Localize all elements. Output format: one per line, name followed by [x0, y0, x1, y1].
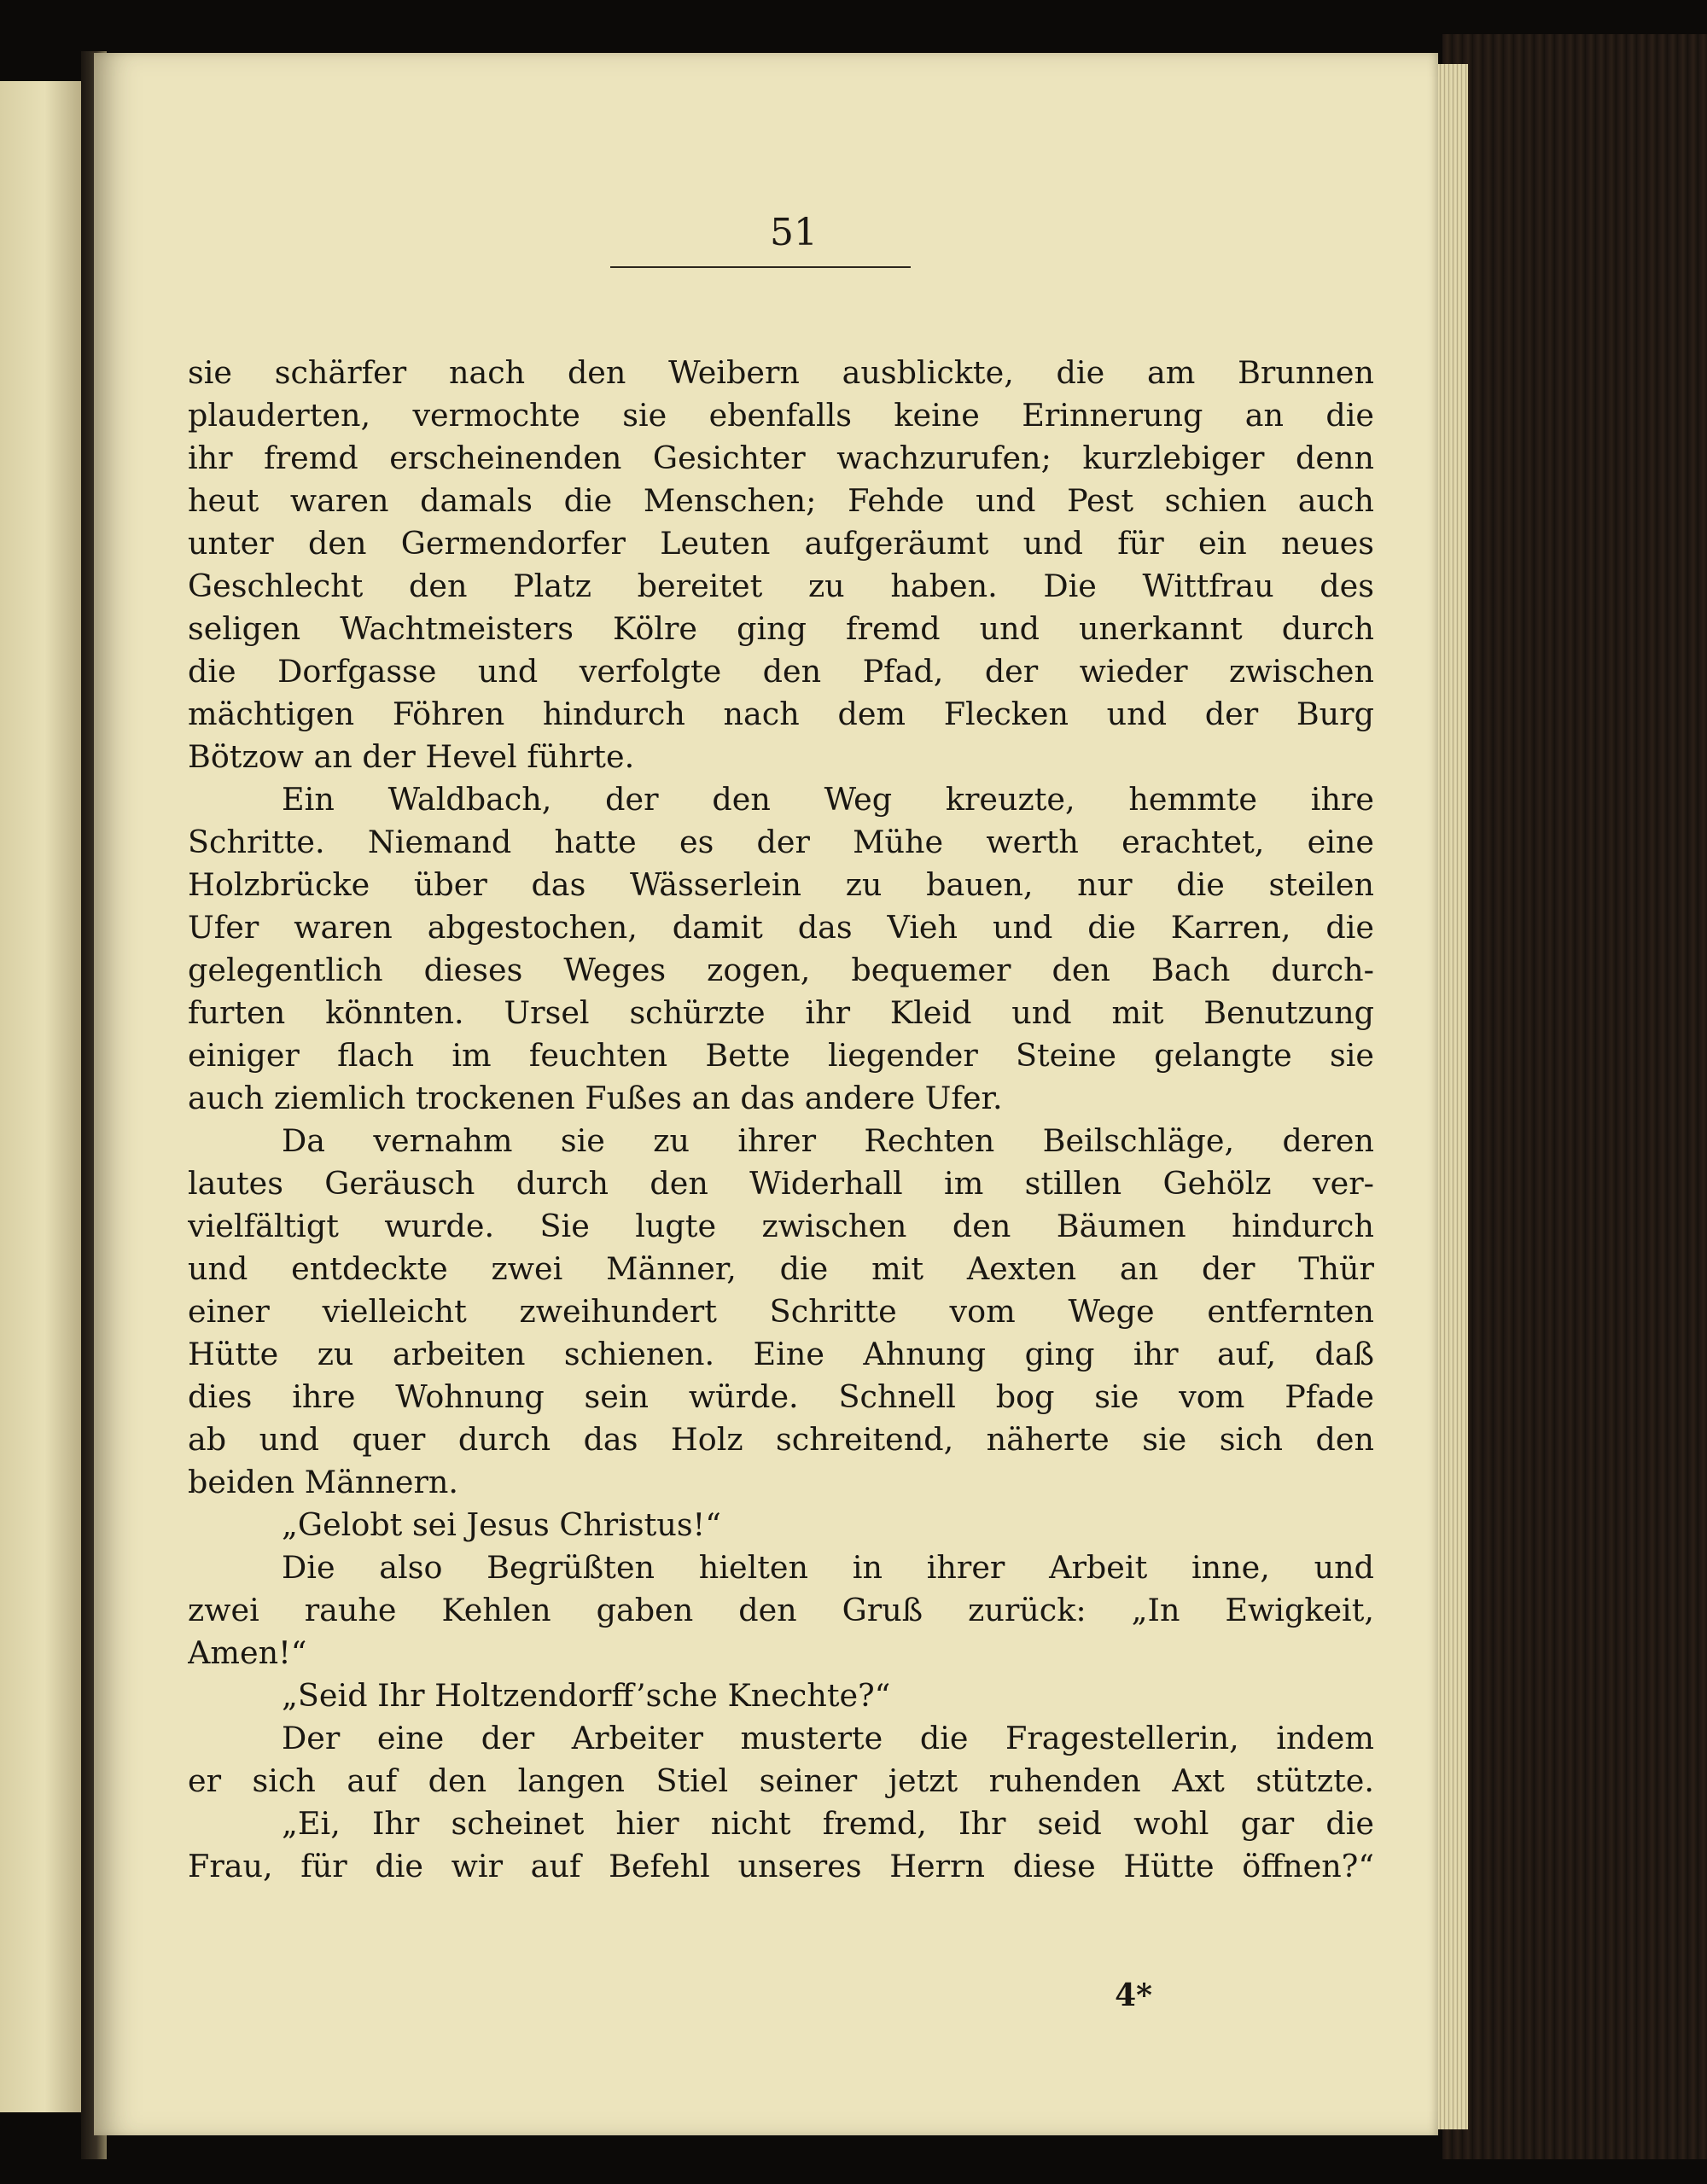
text-line: Frau, für die wir auf Befehl unseres Herrn diese Hütte öffnen?“	[188, 1848, 1374, 1884]
text-line: „Ei, Ihr scheinet hier nicht fremd, Ihr seid wohl gar die	[282, 1805, 1374, 1842]
text-line: Geschlecht den Platz bereitet zu haben. Die Wittfrau des	[188, 568, 1374, 604]
text-line: Hütte zu arbeiten schienen. Eine Ahnung ging ihr auf, daß	[188, 1336, 1374, 1372]
text-line: „Seid Ihr Holtzendorff’sche Knechte?“	[282, 1677, 891, 1714]
text-line: dies ihre Wohnung sein würde. Schnell bog sie vom Pfade	[188, 1378, 1374, 1415]
text-line: auch ziemlich trockenen Fußes an das andere Ufer.	[188, 1080, 1003, 1116]
text-line: ab und quer durch das Holz schreitend, näherte sie sich den	[188, 1421, 1374, 1458]
text-line: sie schärfer nach den Weibern ausblickte, die am Brunnen	[188, 354, 1374, 391]
text-line: Ufer waren abgestochen, damit das Vieh und die Karren, die	[188, 909, 1374, 946]
page-number: 51	[770, 211, 818, 254]
text-line: heut waren damals die Menschen; Fehde und Pest schien auch	[188, 482, 1374, 519]
text-line: beiden Männern.	[188, 1464, 459, 1500]
book-cover-edge	[1442, 34, 1707, 2159]
text-line: er sich auf den langen Stiel seiner jetzt ruhenden Axt stützte.	[188, 1762, 1374, 1799]
text-line: Schritte. Niemand hatte es der Mühe werth erachtet, eine	[188, 824, 1374, 860]
text-line: die Dorfgasse und verfolgte den Pfad, der wieder zwischen	[188, 653, 1374, 690]
header-rule	[610, 266, 911, 268]
text-line: furten könnten. Ursel schürzte ihr Kleid und mit Benutzung	[188, 994, 1374, 1031]
book-page	[94, 53, 1438, 2135]
printer-signature-mark: 4*	[1115, 1977, 1152, 2013]
text-line: zwei rauhe Kehlen gaben den Gruß zurück: „In Ewigkeit,	[188, 1592, 1374, 1628]
text-line: Bötzow an der Hevel führte.	[188, 738, 635, 775]
text-line: Da vernahm sie zu ihrer Rechten Beilschläge, deren	[282, 1122, 1374, 1159]
text-line: Die also Begrüßten hielten in ihrer Arbeit inne, und	[282, 1549, 1374, 1586]
text-line: einiger flach im feuchten Bette liegender Steine gelangte sie	[188, 1037, 1374, 1074]
text-line: gelegentlich dieses Weges zogen, bequemer den Bach durch-	[188, 952, 1374, 988]
text-line: „Gelobt sei Jesus Christus!“	[282, 1506, 721, 1543]
text-line: und entdeckte zwei Männer, die mit Aexten an der Thür	[188, 1250, 1374, 1287]
text-line: lautes Geräusch durch den Widerhall im stillen Gehölz ver-	[188, 1165, 1374, 1202]
text-line: vielfältigt wurde. Sie lugte zwischen den Bäumen hindurch	[188, 1208, 1374, 1244]
text-line: Amen!“	[188, 1634, 307, 1671]
text-line: mächtigen Föhren hindurch nach dem Flecken und der Burg	[188, 696, 1374, 732]
text-line: einer vielleicht zweihundert Schritte vom Wege entfernten	[188, 1293, 1374, 1330]
body-text	[188, 352, 1374, 1888]
text-line: plauderten, vermochte sie ebenfalls keine Erinnerung an die	[188, 397, 1374, 434]
text-line: Der eine der Arbeiter musterte die Fragestellerin, indem	[282, 1720, 1374, 1756]
text-line: Holzbrücke über das Wässerlein zu bauen, nur die steilen	[188, 866, 1374, 903]
text-line: Ein Waldbach, der den Weg kreuzte, hemmte ihre	[282, 781, 1374, 818]
text-line: seligen Wachtmeisters Kölre ging fremd und unerkannt durch	[188, 610, 1374, 647]
previous-page-edge	[0, 81, 83, 2112]
text-line: ihr fremd erscheinenden Gesichter wachzurufen; kurzlebiger denn	[188, 440, 1374, 476]
text-line: unter den Germendorfer Leuten aufgeräumt und für ein neues	[188, 525, 1374, 562]
